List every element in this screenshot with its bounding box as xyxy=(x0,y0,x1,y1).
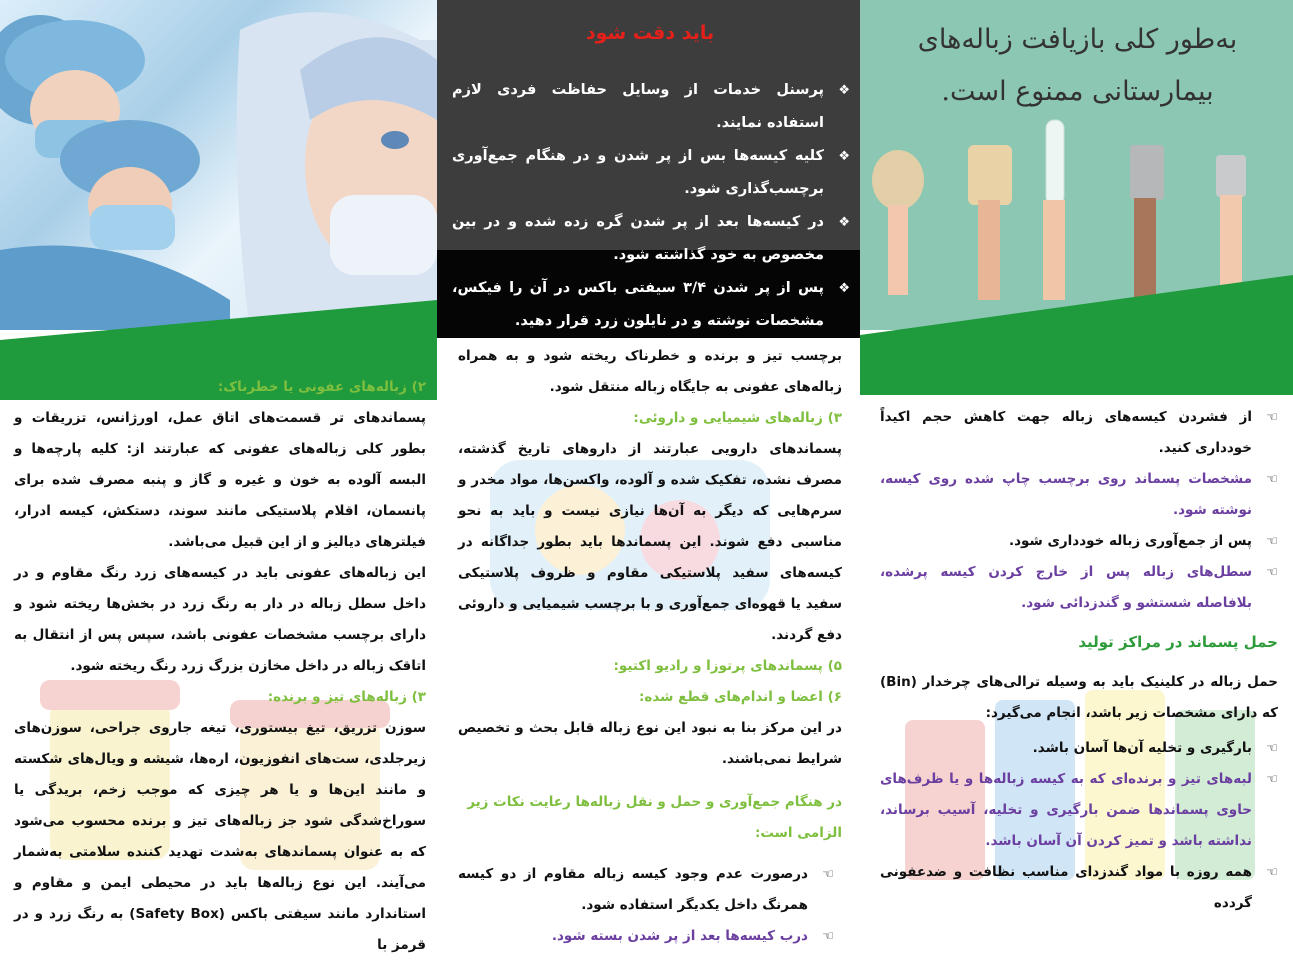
infectious-paragraph-1: پسماندهای تر قسمت‌های اتاق عمل، اورژانس، تزریقات و بطور کلی زباله‌های عفونی که عبارتند از: کلیه پارچه‌ها و البسه آلوده به خون و غیره و گاز و پنبه مصرف شده برای پانسمان، اقلام پلاستیکی مانند سوند، دستکش، کیسه ادرار، فیلترهای دیالیز و از این قبیل می‌باشد. xyxy=(14,410,426,550)
list-item: ☜ از فشردن کیسه‌های زباله جهت کاهش حجم اکیداً خودداری کنید. xyxy=(880,402,1278,464)
continued-paragraph: برچسب تیز و برنده و خطرناک ریخته شود و به همراه زباله‌های عفونی به جایگاه زباله منتقل شود. xyxy=(458,348,842,395)
list-item: ☜ پس از جمع‌آوری زباله خودداری شود. xyxy=(880,526,1278,557)
radioactive-heading: ۵) پسماندهای پرتوزا و رادیو اکتیو: xyxy=(613,658,842,674)
green-wedge-right xyxy=(860,275,1293,395)
collection-list xyxy=(458,859,842,952)
pointing-hand-icon: ☜ xyxy=(1266,865,1278,880)
infectious-paragraph-2: این زباله‌های عفونی باید در کیسه‌های زرد رنگ مقاوم و در داخل سطل زباله در دار به رنگ زرد در بخش‌ها ریخته شود و دارای برچسب مشخصات عفونی باشد، سپس پس از انتقال به اتاقک زباله در داخل مخازن بزرگ زرد رنگ ریخته شود. xyxy=(14,565,426,674)
warning-title: باید دقت شود xyxy=(585,22,715,44)
pointing-hand-icon: ☜ xyxy=(1266,534,1278,549)
title-line-2: بیمارستانی ممنوع است. xyxy=(941,76,1214,107)
star-bullet-icon: ❖ xyxy=(838,215,850,230)
list-item: ☜ مشخصات پسماند روی برچسب چاپ شده روی کیسه، نوشته شود. xyxy=(880,464,1278,526)
organs-paragraph: در این مرکز بنا به نبود این نوع زباله قابل بحث و تخصیص شرایط نمی‌باشند. xyxy=(458,720,842,767)
pointing-hand-icon: ☜ xyxy=(1266,772,1278,787)
warning-bullet: ❖ پرسنل خدمات از وسایل حفاظت فردی لازم استفاده نمایند. xyxy=(452,74,850,140)
recycling-prohibited-title xyxy=(880,14,1275,118)
collection-heading: در هنگام جمع‌آوری و حمل و نقل زباله‌ها رعایت نکات زیر الزامی است: xyxy=(467,794,842,841)
left-column xyxy=(14,372,426,961)
list-item: ☜ درب کیسه‌ها بعد از پر شدن بسته شود. xyxy=(458,921,834,952)
list-item: ☜ درصورت عدم وجود کیسه زباله مقاوم از دو کیسه همرنگ داخل یکدیگر استفاده شود. xyxy=(458,859,834,921)
list-item: ☜ بارگیری و تخلیه آن‌ها آسان باشد. xyxy=(880,733,1278,764)
organs-heading: ۶) اعضا و اندام‌های قطع شده: xyxy=(638,689,842,705)
chemical-heading: ۳) زباله‌های شیمیایی و داروئی: xyxy=(633,410,842,426)
list-item: ☜ همه روزه با مواد گندزدای مناسب نظافت و ضدعفونی گردده xyxy=(880,857,1278,919)
sharps-paragraph: سوزن تزریق، تیغ بیستوری، تیغه جاروی جراحی، سوزن‌های زیرجلدی، ست‌های انفوزیون، اره‌ها، شیشه و ویال‌های شکسته و مانند این‌ها و یا هر چیزی که موجب زخم، بریدگی یا سوراخ‌شدگی شود جز زباله‌های تیز و برنده محسوب می‌شود که به عنوان پسماندهای به‌شدت تهدید کننده سلامتی به‌شمار می‌آیند. این نوع زباله‌ها باید در محیطی ایمن و مقاوم و استاندارد مانند سیفتی باکس (Safety Box) به رنگ زرد و در قرمز با xyxy=(14,720,426,953)
warning-bullet: ❖ در کیسه‌ها بعد از پر شدن گره زده شده و در بین مخصوص به خود گذاشته شود. xyxy=(452,206,850,272)
middle-column xyxy=(458,341,842,952)
warning-bullet: ❖ کلیه کیسه‌ها بس از پر شدن و در هنگام جمع‌آوری برچسب‌گذاری شود. xyxy=(452,140,850,206)
star-bullet-icon: ❖ xyxy=(838,83,850,98)
pointing-hand-icon: ☜ xyxy=(1266,565,1278,580)
right-column xyxy=(880,402,1278,919)
transport-list xyxy=(880,733,1278,919)
pointing-hand-icon: ☜ xyxy=(1266,410,1278,425)
pointing-hand-icon: ☜ xyxy=(1266,741,1278,756)
pointing-hand-icon: ☜ xyxy=(822,929,834,944)
infectious-heading: ۲) زباله‌های عفونی یا خطرناک: xyxy=(217,379,426,395)
star-bullet-icon: ❖ xyxy=(838,281,850,296)
warning-bullet: ❖ پس از پر شدن ۳/۴ سیفتی باکس در آن را فیکس، مشخصات نوشته و در نایلون زرد قرار دهید. xyxy=(452,272,850,338)
list-item: ☜ سطل‌های زباله پس از خارج کردن کیسه پرشده، بلافاصله شستشو و گندزدائی شود. xyxy=(880,557,1278,619)
pointing-hand-icon: ☜ xyxy=(822,867,834,882)
warning-bullets xyxy=(452,74,850,338)
storage-list xyxy=(880,402,1278,619)
title-line-1: به‌طور کلی بازیافت زباله‌های xyxy=(917,24,1238,55)
sharps-heading: ۳) زباله‌های تیز و برنده: xyxy=(267,689,426,705)
list-item: ☜ لبه‌های تیز و برنده‌ای که به کیسه زباله‌ها و یا ظرف‌های حاوی پسماندها ضمن بارگیری و تخلیه، آسیب برساند، نداشته باشد و تمیز کردن آن آسان باشد. xyxy=(880,764,1278,857)
star-bullet-icon: ❖ xyxy=(838,149,850,164)
transport-paragraph: حمل زباله در کلینیک باید به وسیله ترالی‌های چرخدار (Bin) که دارای مشخصات زیر باشد، انجام می‌گیرد: xyxy=(880,674,1278,721)
chemical-paragraph: پسماندهای دارویی عبارتند از داروهای تاریخ گذشته، مصرف نشده، تفکیک شده و آلوده، واکسن‌ها، مواد مخدر و سرم‌هایی که دیگر به آن‌ها نیازی نیست و باید به نحو مناسبی دفع شوند. این پسماندها باید بطور جداگانه در کیسه‌های سفید پلاستیکی مقاوم و ظروف پلاستیکی سفید یا قهوه‌ای جمع‌آوری و با برچسب شیمیایی و داروئی دفع گردند. xyxy=(458,441,842,643)
transport-heading: حمل پسماند در مراکز تولید xyxy=(1078,633,1278,651)
pointing-hand-icon: ☜ xyxy=(1266,472,1278,487)
